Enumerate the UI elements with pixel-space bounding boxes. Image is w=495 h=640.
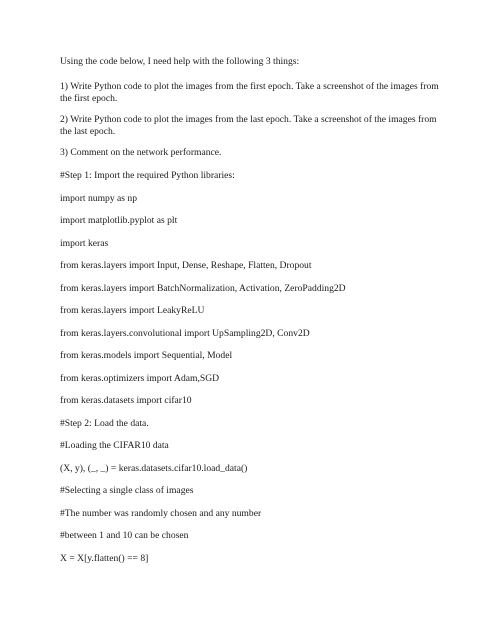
code-line: from keras.layers import Input, Dense, Reshape, Flatten, Dropout xyxy=(60,260,312,271)
code-line: #Step 2: Load the data. xyxy=(60,418,149,429)
task-1: 1) Write Python code to plot the images from the first epoch. Take a screenshot of the images from the first epoch. xyxy=(60,81,439,104)
intro-text: Using the code below, I need help with the following 3 things: xyxy=(60,56,300,67)
code-line: #Loading the CIFAR10 data xyxy=(60,440,169,451)
code-line: from keras.layers import LeakyReLU xyxy=(60,305,205,316)
code-line: #The number was randomly chosen and any number xyxy=(60,508,262,519)
code-line: from keras.optimizers import Adam,SGD xyxy=(60,373,220,384)
code-line: from keras.layers import BatchNormalization, Activation, ZeroPadding2D xyxy=(60,283,346,294)
code-line: import numpy as np xyxy=(60,193,138,204)
code-line: from keras.datasets import cifar10 xyxy=(60,395,192,406)
code-line: X = X[y.flatten() == 8] xyxy=(60,553,149,564)
code-line: import keras xyxy=(60,238,109,249)
code-line: import matplotlib.pyplot as plt xyxy=(60,215,178,226)
code-line: #between 1 and 10 can be chosen xyxy=(60,530,189,541)
code-line: from keras.models import Sequential, Model xyxy=(60,350,233,361)
code-line: #Step 1: Import the required Python libraries: xyxy=(60,170,235,181)
code-line: #Selecting a single class of images xyxy=(60,485,194,496)
task-3: 3) Comment on the network performance. xyxy=(60,147,222,158)
code-line: (X, y), (_, _) = keras.datasets.cifar10.load_data() xyxy=(60,463,248,474)
task-2: 2) Write Python code to plot the images from the last epoch. Take a screenshot of the images from the last epoch. xyxy=(60,114,437,137)
code-line: from keras.layers.convolutional import UpSampling2D, Conv2D xyxy=(60,328,310,339)
